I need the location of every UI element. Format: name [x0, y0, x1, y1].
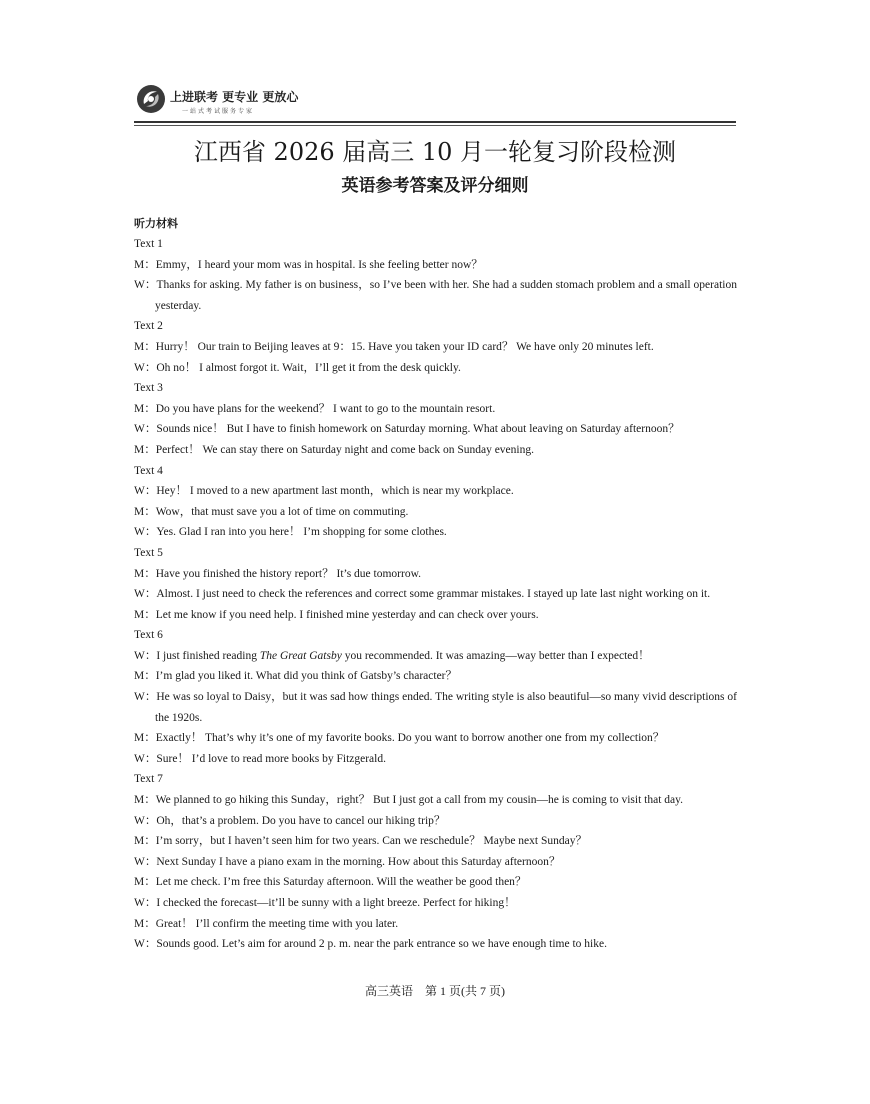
- dialogue-line: W：Next Sunday I have a piano exam in the morning. How about this Saturday afternoon？: [134, 855, 561, 868]
- dialogue-line: W：Sounds good. Let’s aim for around 2 p. m. near the park entrance so we have enough time to hike.: [134, 938, 607, 951]
- dialogue-line: W：Oh，that’s a problem. Do you have to cancel our hiking trip？: [134, 814, 446, 827]
- dialogue-line: M：Have you finished the history report？ It’s due tomorrow.: [134, 567, 422, 580]
- brand-slogan: 上进联考 更专业 更放心: [170, 90, 299, 104]
- brand-tagline: 一站式考试服务专家: [182, 108, 255, 115]
- dialogue-line: M：Exactly！ That’s why it’s one of my favorite books. Do you want to borrow another one from my collection？: [134, 732, 665, 745]
- dialogue-line: W：I checked the forecast—it’ll be sunny with a light breeze. Perfect for hiking！: [134, 897, 516, 909]
- dialogue-line: M：Hurry！ Our train to Beijing leaves at 9：15. Have you taken your ID card？ We have only 20 minutes left.: [134, 340, 654, 353]
- dialogue-line: W：Sounds nice！ But I have to finish homework on Saturday morning. What about leaving on Saturday afternoon？: [134, 423, 680, 436]
- dialogue-line: M：Do you have plans for the weekend？ I want to go to the mountain resort.: [134, 402, 496, 415]
- dialogue-line: M：Great！ I’ll confirm the meeting time with you later.: [134, 917, 399, 930]
- dialogue-line: M：Emmy，I heard your mom was in hospital. Is she feeling better now？: [134, 258, 483, 271]
- dialogue-line: W：Oh no！ I almost forgot it. Wait，I’ll get it from the desk quickly.: [134, 361, 461, 374]
- text-label: Text 4: [134, 464, 163, 477]
- dialogue-line: M：Let me know if you need help. I finished mine yesterday and can check over yours.: [134, 608, 539, 621]
- dialogue-line: M：Perfect！ We can stay there on Saturday night and come back on Sunday evening.: [134, 443, 534, 456]
- dialogue-line: W：Thanks for asking. My father is on business，so I’ve been with her. She had a sudden stomach problem and a small operation yesterday.: [134, 279, 737, 312]
- page-header: [134, 84, 736, 124]
- text-label: Text 6: [134, 629, 163, 642]
- page-title: 江西省 2026 届高三 10 月一轮复习阶段检测: [193, 138, 677, 166]
- text-label: Text 3: [134, 382, 163, 395]
- dialogue-line: W：Sure！ I’d love to read more books by Fitzgerald.: [134, 752, 386, 765]
- dialogue-line: M：Let me check. I’m free this Saturday afternoon. Will the weather be good then？: [134, 876, 527, 889]
- section-label: 听力材料: [134, 217, 178, 230]
- dialogue-line: W：I just finished reading The Great Gatsby you recommended. It was amazing—way better than I expected！: [134, 649, 650, 662]
- dialogue-line: M：We planned to go hiking this Sunday，right？ But I just got a call from my cousin—he is coming to visit that day.: [134, 794, 683, 807]
- dialogue-line: W：He was so loyal to Daisy，but it was sad how things ended. The writing style is also beautiful—so many vivid descriptions of the 1920s.: [134, 691, 737, 724]
- swirl-logo-icon: [136, 84, 166, 114]
- text-label: Text 2: [134, 320, 163, 333]
- dialogue-line: W：Almost. I just need to check the references and correct some grammar mistakes. I stayed up late last night working on it.: [134, 588, 711, 601]
- dialogue-line: W：Hey！ I moved to a new apartment last month，which is near my workplace.: [134, 485, 514, 498]
- dialogue-line: W：Yes. Glad I ran into you here！ I’m shopping for some clothes.: [134, 526, 447, 539]
- listening-material: [134, 213, 737, 955]
- header-rule-thin: [134, 125, 736, 126]
- text-label: Text 1: [134, 238, 163, 250]
- text-label: Text 5: [134, 546, 163, 559]
- header-rule: [134, 121, 736, 123]
- book-title: The Great Gatsby: [259, 649, 342, 662]
- dialogue-line: M：I’m glad you liked it. What did you think of Gatsby’s character？: [134, 670, 457, 683]
- page-footer: 高三英语 第 1 页(共 7 页): [365, 984, 505, 998]
- dialogue-line: M：Wow，that must save you a lot of time on commuting.: [134, 505, 409, 518]
- text-label: Text 7: [134, 773, 163, 786]
- dialogue-line: M：I’m sorry，but I haven’t seen him for two years. Can we reschedule？ Maybe next Sunday？: [134, 835, 587, 848]
- page-subtitle: 英语参考答案及评分细则: [341, 176, 529, 196]
